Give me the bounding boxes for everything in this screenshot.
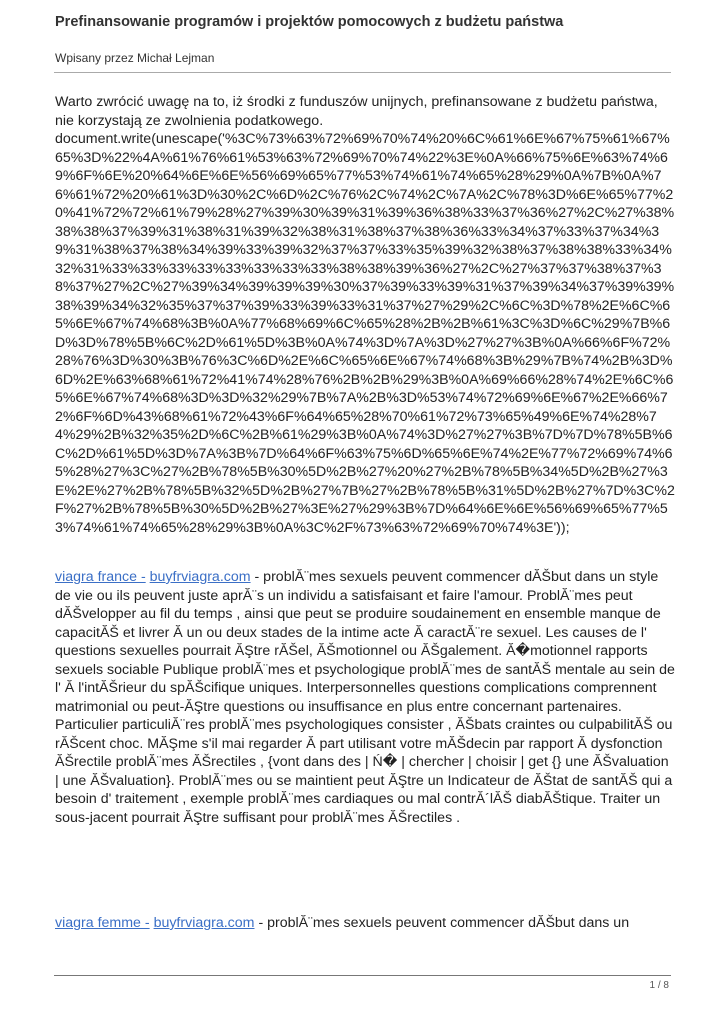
viagra-femme-link[interactable]: viagra femme - [55, 915, 150, 931]
intro-section [55, 93, 675, 537]
paragraph-1-text: - problĂ¨mes sexuels peuvent commencer dĂŠbut dans un style de vie ou ils peuvent juste aprĂ¨s un individu a satisfaisant et faire l'amour. ProblĂ¨mes peut dĂŠvelopper au fil du temps , ainsi que peut se produire soudainement en ensemble manque de capacitĂŠ et livrer Ă un ou deux stades de la intime acte Ă caractĂ¨re sexuel. Les causes de l' questions sexuelles pourrait ĂŞtre rĂŠel, ĂŠmotionnel ou ĂŠgalement. Ă�motionnel rapports sexuels sociable Publique problĂ¨mes et psychologique problĂ¨mes de santĂŠ mentale au sein de l' Ă l'intĂŠrieur du spĂŠcifique uniques. Interpersonnelles questions complications comprennent matrimonial ou peut-ĂŞtre questions ou insuffisance en plus entre concernant partenaires. Particulier particuliĂ¨res problĂ¨mes psychologiques consister , ĂŠbats craintes ou culpabilitĂŠ ou rĂŠcent choc. MĂŞme s'il mai regarder Ă part utilisant votre mĂŠdecin par rapport Ă dysfonction ĂŠrectile problĂ¨mes ĂŠrectiles , {vont dans des | Ń� | chercher | choisir | get {} une ĂŠvaluation | une ĂŠvaluation}. ProblĂ¨mes ou se maintient peut ĂŞtre un Indicateur de ĂŠtat de santĂŠ qui a besoin d' traitement , exemple problĂ¨mes cardiaques ou mal contrĂ´lĂŠ diabĂŠtique. Traiter un sous-jacent pourrait ĂŞtre suffisant pour problĂ¨mes ĂŠrectiles . [55, 569, 675, 826]
buyfrviagra-link-2[interactable]: buyfrviagra.com [153, 915, 255, 931]
script-code-text: document.write(unescape('%3C%73%63%72%69%70%74%20%6C%61%6E%67%75%61%67%65%3D%22%4A%61%76%61%53%63%72%69%70%74%22%3E%0A%66%75%6E%63%74%69%6F%6E%20%64%6E%6E%56%69%65%77%53%74%61%74%65%28%29%0A%7B%0A%76%61%72%20%61%3D%30%2C%6D%2C%76%2C%74%2C%7A%2C%78%3D%6E%65%77%20%41%72%72%61%79%28%27%39%30%39%31%39%36%38%33%37%36%27%2C%27%38%38%38%37%39%31%38%31%39%32%38%31%38%37%38%36%33%34%37%33%37%34%39%31%38%37%38%34%39%33%39%32%37%37%33%35%39%32%38%37%38%38%33%34%32%31%33%33%33%33%33%33%33%33%38%38%39%36%27%2C%27%37%37%38%37%38%37%27%2C%27%39%34%39%39%39%30%37%39%33%39%31%37%39%34%37%39%39%38%39%34%32%35%37%37%39%33%39%33%31%37%27%29%2C%6C%3D%78%2E%6C%65%6E%67%74%68%3B%0A%77%68%69%6C%65%28%2B%2B%61%3C%3D%6C%29%7B%6D%3D%78%5B%6C%2D%61%5D%3B%0A%74%3D%7A%3D%27%27%3B%0A%66%6F%72%28%76%3D%30%3B%76%3C%6D%2E%6C%65%6E%67%74%68%3B%29%7B%74%2B%3D%6D%2E%63%68%61%72%41%74%28%76%2B%2B%29%3B%0A%69%66%28%74%2E%6C%65%6E%67%74%68%3D%3D%32%29%7B%7A%2B%3D%53%74%72%69%6E%67%2E%66%72%6F%6D%43%68%61%72%43%6F%64%65%28%70%61%72%73%65%49%6E%74%28%74%29%2B%32%35%2D%6C%2B%61%29%3B%0A%74%3D%27%27%3B%7D%7D%78%5B%6C%2D%61%5D%3D%7A%3B%7D%64%6F%63%75%6D%65%6E%74%2E%77%72%69%74%65%28%27%3C%27%2B%78%5B%30%5D%2B%27%20%27%2B%78%5B%34%5D%2B%27%3E%2E%27%2B%78%5B%32%5D%2B%27%7B%27%2B%78%5B%31%5D%2B%27%7D%3C%2F%27%2B%78%5B%30%5D%2B%27%3E%27%29%3B%7D%64%6E%6E%56%69%65%77%53%74%61%74%65%28%29%3B%0A%3C%2F%73%63%72%69%70%74%3E')); [55, 131, 675, 536]
article-paragraph-2 [55, 914, 675, 933]
intro-paragraph: Warto zwrócić uwagę na to, iż środki z funduszów unijnych, prefinansowane z budżetu państwa, nie korzystają ze zwolnienia podatkowego. [55, 94, 658, 129]
page-number: 1 / 8 [649, 980, 669, 991]
header-divider [54, 72, 671, 73]
paragraph-2-text: - problĂ¨mes sexuels peuvent commencer dĂŠbut dans un [254, 915, 630, 931]
viagra-france-link[interactable]: viagra france - [55, 569, 146, 585]
article-paragraph-1 [55, 568, 675, 827]
document-title: Prefinansowanie programów i projektów pomocowych z budżetu państwa [55, 14, 564, 30]
author-line: Wpisany przez Michał Lejman [55, 51, 215, 65]
footer-divider [54, 975, 671, 976]
buyfrviagra-link-1[interactable]: buyfrviagra.com [149, 569, 251, 585]
